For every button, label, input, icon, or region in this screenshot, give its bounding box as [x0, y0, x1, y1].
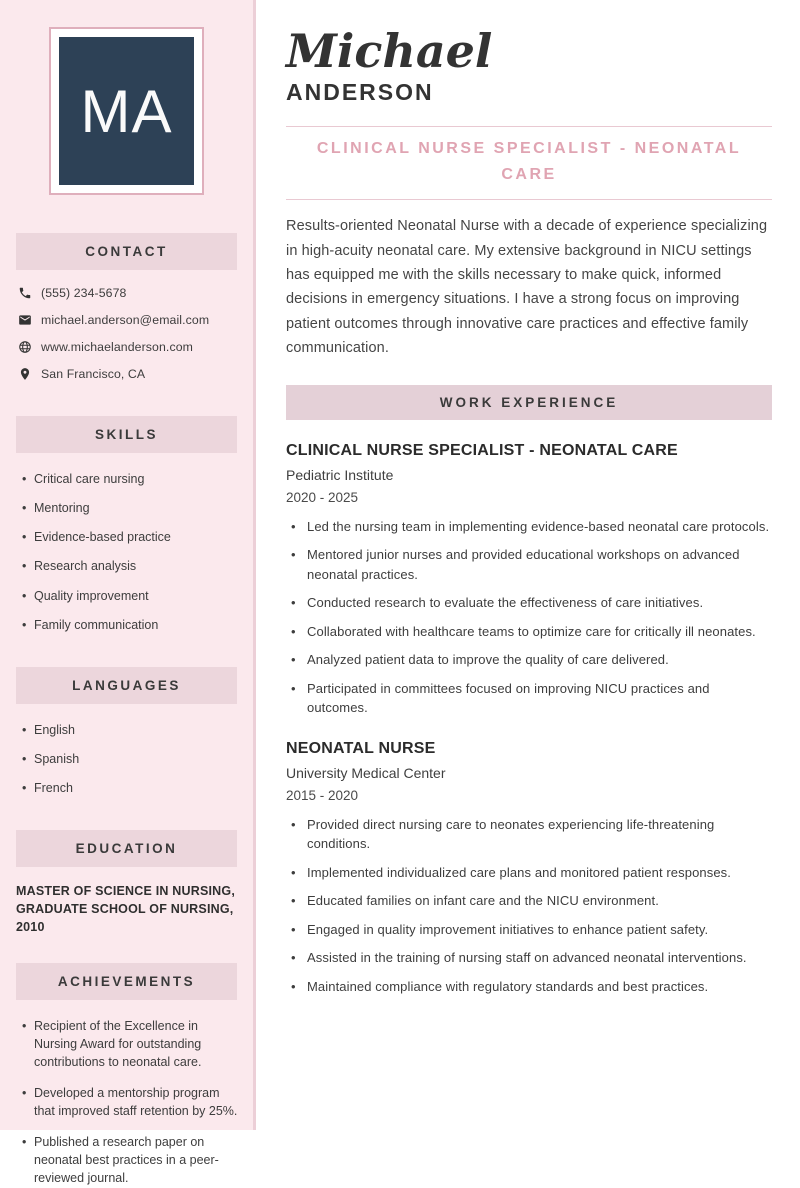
contact-row-email [18, 313, 251, 327]
job-bullet: • Conducted research to evaluate the effectiveness of care initiatives. [286, 593, 772, 613]
avatar-monogram-box [59, 37, 194, 185]
job-bullet: • Participated in committees focused on improving NICU practices and outcomes. [286, 679, 772, 718]
contact-section-header: CONTACT [16, 233, 237, 270]
job-entry [286, 442, 772, 718]
contact-phone: (555) 234-5678 [41, 286, 127, 300]
job-bullet: • Led the nursing team in implementing evidence-based neonatal care protocols. [286, 517, 772, 537]
job-bullet: • Analyzed patient data to improve the quality of care delivered. [286, 650, 772, 670]
skill-item: • Quality improvement [22, 587, 239, 605]
skill-item: • Critical care nursing [22, 470, 239, 488]
job-bullet: • Implemented individualized care plans and monitored patient responses. [286, 863, 772, 883]
skill-item: • Family communication [22, 616, 239, 634]
contact-row-location [18, 367, 251, 381]
skills-list [0, 453, 253, 634]
languages-section-header: LANGUAGES [16, 667, 237, 704]
job-bullet: • Mentored junior nurses and provided educational workshops on advanced neonatal practices. [286, 545, 772, 584]
contact-row-website [18, 340, 251, 354]
skill-item: • Evidence-based practice [22, 528, 239, 546]
avatar [0, 27, 253, 195]
achievements-section-header: ACHIEVEMENTS [16, 963, 237, 1000]
achievement-item: • Recipient of the Excellence in Nursing Award for outstanding contributions to neonatal care. [22, 1017, 239, 1071]
job-company: University Medical Center [286, 764, 446, 781]
work-experience-section-header: WORK EXPERIENCE [286, 385, 772, 420]
contact-list [0, 270, 253, 381]
education-degree: MASTER OF SCIENCE IN NURSING, GRADUATE SCHOOL OF NURSING, 2010 [16, 884, 236, 935]
languages-list [0, 704, 253, 797]
mail-icon [18, 313, 32, 327]
job-title: NEONATAL NURSE [286, 739, 436, 757]
job-bullet: • Educated families on infant care and the NICU environment. [286, 891, 772, 911]
job-entry [286, 740, 772, 997]
role-title: CLINICAL NURSE SPECIALIST - NEONATAL CARE [316, 139, 742, 183]
contact-email: michael.anderson@email.com [41, 313, 210, 327]
contact-row-phone [18, 286, 251, 300]
job-bullet-list [286, 517, 772, 718]
last-name: ANDERSON [286, 78, 434, 105]
globe-icon [18, 340, 32, 354]
first-name: Michael [286, 24, 493, 78]
phone-icon [18, 286, 32, 300]
main-content [286, 0, 772, 1005]
achievements-list [0, 1000, 253, 1188]
job-company: Pediatric Institute [286, 466, 394, 483]
skill-item: • Research analysis [22, 557, 239, 575]
job-bullet: • Maintained compliance with regulatory standards and best practices. [286, 977, 772, 997]
language-item: • English [22, 721, 239, 739]
professional-summary: Results-oriented Neonatal Nurse with a decade of experience specializing in high-acuity neonatal care. My extensive background in NICU settings has equipped me with the skills necessary to make quick, informed decisions in emergency situations. I have a strong focus on improving patient outcomes through innovative care practices and effective family communication. [286, 218, 768, 357]
job-title: CLINICAL NURSE SPECIALIST - NEONATAL CARE [286, 441, 678, 459]
avatar-monogram: MA [80, 77, 173, 145]
job-bullet-list [286, 815, 772, 997]
achievement-item: • Published a research paper on neonatal best practices in a peer-reviewed journal. [22, 1133, 239, 1187]
achievement-item: • Developed a mentorship program that improved staff retention by 25%. [22, 1084, 239, 1120]
language-item: • French [22, 779, 239, 797]
job-bullet: • Engaged in quality improvement initiatives to enhance patient safety. [286, 920, 772, 940]
location-pin-icon [18, 367, 32, 381]
language-item: • Spanish [22, 750, 239, 768]
education-section-header: EDUCATION [16, 830, 237, 867]
job-bullet: • Collaborated with healthcare teams to optimize care for critically ill neonates. [286, 622, 772, 642]
job-dates: 2015 - 2020 [286, 787, 359, 803]
job-bullet: • Assisted in the training of nursing staff on advanced neonatal interventions. [286, 948, 772, 968]
skill-item: • Mentoring [22, 499, 239, 517]
contact-location: San Francisco, CA [41, 367, 146, 381]
sidebar [0, 0, 256, 1186]
avatar-frame [49, 27, 204, 195]
job-bullet: • Provided direct nursing care to neonates experiencing life-threatening conditions. [286, 815, 772, 854]
divider-bottom [286, 199, 772, 200]
skills-section-header: SKILLS [16, 416, 237, 453]
contact-website: www.michaelanderson.com [41, 340, 193, 354]
job-dates: 2020 - 2025 [286, 489, 359, 505]
